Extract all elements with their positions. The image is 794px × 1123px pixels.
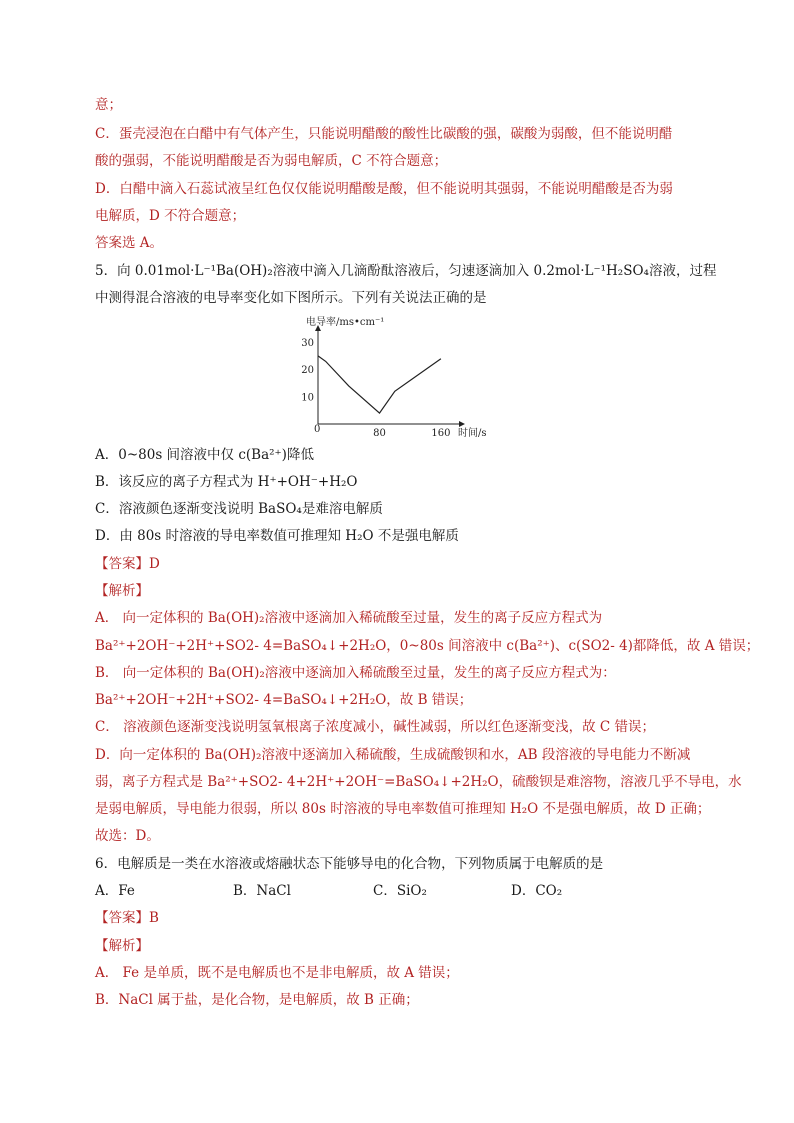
q5-analysis-line-3: B． 向一定体积的 Ba(OH)₂溶液中逐滴加入稀硫酸至过量，发生的离子反应方程式为： <box>95 665 616 681</box>
y-tick-label-30: 30 <box>301 337 314 349</box>
x-tick-label-160: 160 <box>431 428 451 439</box>
y-tick-label-10: 10 <box>301 392 314 404</box>
q6-option-b: B．NaCl <box>233 883 291 899</box>
prev-analysis-line-5: 电解质，D 不符合题意； <box>95 208 246 224</box>
q6-option-a: A．Fe <box>95 883 135 899</box>
prev-analysis-line-4: D．白醋中滴入石蕊试液呈红色仅仅能说明醋酸是酸，但不能说明其强弱，不能说明醋酸是否为弱 <box>95 181 673 197</box>
q6-option-c: C．SiO₂ <box>373 883 427 899</box>
conductivity-series-line <box>318 356 441 413</box>
q5-analysis-line-5: C． 溶液颜色逐渐变浅说明氢氧根离子浓度减小，碱性减弱，所以红色逐渐变浅，故 C 错误； <box>95 719 656 735</box>
q6-options <box>95 882 562 900</box>
x-tick-label-80: 80 <box>373 428 386 439</box>
q5-analysis-line-8: 是弱电解质，导电能力很弱，所以 80s 时溶液的导电率数值可推理知 H₂O 不是强电解质，故 D 正确； <box>95 801 711 817</box>
origin-label: 0 <box>314 424 321 435</box>
conductivity-chart <box>298 312 508 440</box>
q5-option-a: A．0~80s 间溶液中仅 c(Ba²⁺)降低 <box>95 447 314 463</box>
prev-answer-line: 答案选 A。 <box>95 235 164 251</box>
q5-analysis-line-6: D．向一定体积的 Ba(OH)₂溶液中逐滴加入稀硫酸，生成硫酸钡和水，AB 段溶液的导电能力不断减 <box>95 747 691 763</box>
conductivity-chart-svg <box>298 312 508 440</box>
q5-analysis-line-1: A． 向一定体积的 Ba(OH)₂溶液中逐滴加入稀硫酸至过量，发生的离子反应方程式为 <box>95 610 603 626</box>
q5-option-d: D．由 80s 时溶液的导电率数值可推理知 H₂O 不是强电解质 <box>95 528 459 544</box>
q5-analysis-line-7: 弱，离子方程式是 Ba²⁺+SO2- 4+2H⁺+2OH⁻=BaSO₄↓+2H₂O，硫酸钡是难溶物，溶液几乎不导电，水 <box>95 774 742 790</box>
q5-stem-line-1: 5．向 0.01mol·L⁻¹Ba(OH)₂溶液中滴入几滴酚酞溶液后，匀速逐滴加入 0.2mol·L⁻¹H₂SO₄溶液，过程 <box>95 263 717 279</box>
q6-analysis-line-2: B．NaCl 属于盐，是化合物，是电解质，故 B 正确； <box>95 992 419 1008</box>
prev-analysis-line-1: 意； <box>95 97 122 113</box>
y-tick-label-20: 20 <box>301 365 314 377</box>
q6-option-d: D．CO₂ <box>511 883 563 899</box>
q5-option-c: C．溶液颜色逐渐变浅说明 BaSO₄是难溶电解质 <box>95 501 383 517</box>
q6-analysis-line-1: A． Fe 是单质，既不是电解质也不是非电解质，故 A 错误； <box>95 965 459 981</box>
q5-conclusion: 故选：D。 <box>95 828 160 844</box>
q5-option-b: B．该反应的离子方程式为 H⁺+OH⁻+H₂O <box>95 474 358 490</box>
q5-analysis-title: 【解析】 <box>95 583 149 599</box>
q5-analysis-line-4: Ba²⁺+2OH⁻+2H⁺+SO2- 4=BaSO₄↓+2H₂O，故 B 错误； <box>95 692 473 708</box>
prev-analysis-line-2: C．蛋壳浸泡在白醋中有气体产生，只能说明醋酸的酸性比碳酸的强，碳酸为弱酸，但不能说明醋 <box>95 126 673 142</box>
q5-analysis-line-2: Ba²⁺+2OH⁻+2H⁺+SO2- 4=BaSO₄↓+2H₂O，0~80s 间溶液中 c(Ba²⁺)、c(SO2- 4)都降低，故 A 错误； <box>95 638 760 654</box>
y-axis-label: 电导率/ms•cm⁻¹ <box>306 317 385 328</box>
q6-analysis-title: 【解析】 <box>95 938 149 954</box>
q6-stem: 6．电解质是一类在水溶液或熔融状态下能够导电的化合物，下列物质属于电解质的是 <box>95 856 604 872</box>
prev-analysis-line-3: 酸的强弱，不能说明醋酸是否为弱电解质，C 不符合题意； <box>95 153 448 169</box>
q6-answer: 【答案】B <box>95 910 159 926</box>
q5-answer: 【答案】D <box>95 556 160 572</box>
q5-stem-line-2: 中测得混合溶液的电导率变化如下图所示。下列有关说法正确的是 <box>95 290 487 306</box>
x-axis-label: 时间/s <box>458 428 487 439</box>
